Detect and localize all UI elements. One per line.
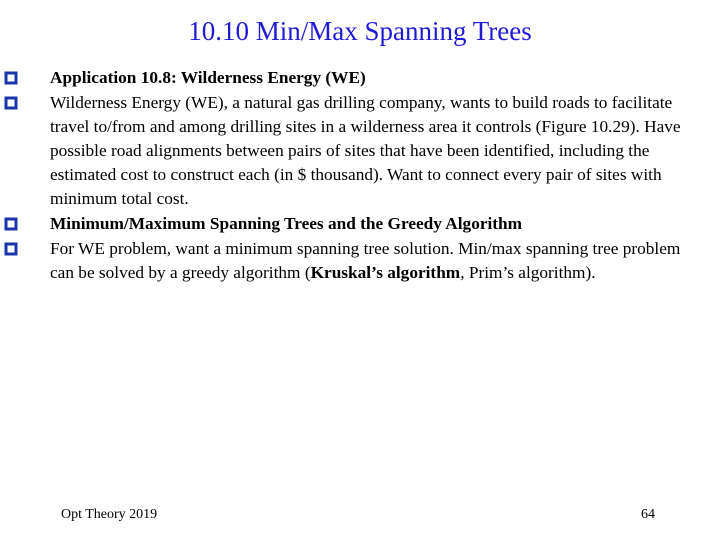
bullet-text-segment-bold: Kruskal’s algorithm xyxy=(310,263,461,282)
square-bullet-icon xyxy=(4,217,18,231)
bullet-text xyxy=(50,91,694,211)
bullet-text xyxy=(50,212,694,236)
bullet-text-segment: For WE problem, want a minimum spanning tree solution. Min/max spanning tree problem can be solved by a greedy algorithm ( xyxy=(50,239,681,282)
bullet-text-segment: Minimum/Maximum Spanning Trees and the Greedy Algorithm xyxy=(50,214,523,233)
bullet-text-segment: Application 10.8: Wilderness Energy (WE) xyxy=(50,68,366,87)
bullet-text-segment: Wilderness Energy (WE), a natural gas drilling company, wants to build roads to facilitate travel to/from and among drilling sites in a wilderness area it controls (Figure 10.29). Have possible road alignments between pairs of sites that have been identified, including the estimated cost to construct each (in $ thousand). Want to connect every pair of sites with minimum total cost. xyxy=(50,93,681,208)
slide-title: 10.10 Min/Max Spanning Trees xyxy=(188,16,532,46)
bullet-list xyxy=(4,66,694,286)
bullet-item xyxy=(4,212,694,236)
bullet-item xyxy=(4,66,694,90)
bullet-text-segment: , Prim’s algorithm). xyxy=(460,263,596,282)
bullet-text xyxy=(50,237,694,285)
square-bullet-icon xyxy=(4,71,18,85)
bullet-item xyxy=(4,91,694,211)
bullet-item xyxy=(4,237,694,285)
square-bullet-icon xyxy=(4,242,18,256)
square-bullet-icon xyxy=(4,96,18,110)
footer-course-label: Opt Theory 2019 xyxy=(61,507,158,522)
bullet-text xyxy=(50,66,694,90)
footer-page-number: 64 xyxy=(641,507,655,522)
